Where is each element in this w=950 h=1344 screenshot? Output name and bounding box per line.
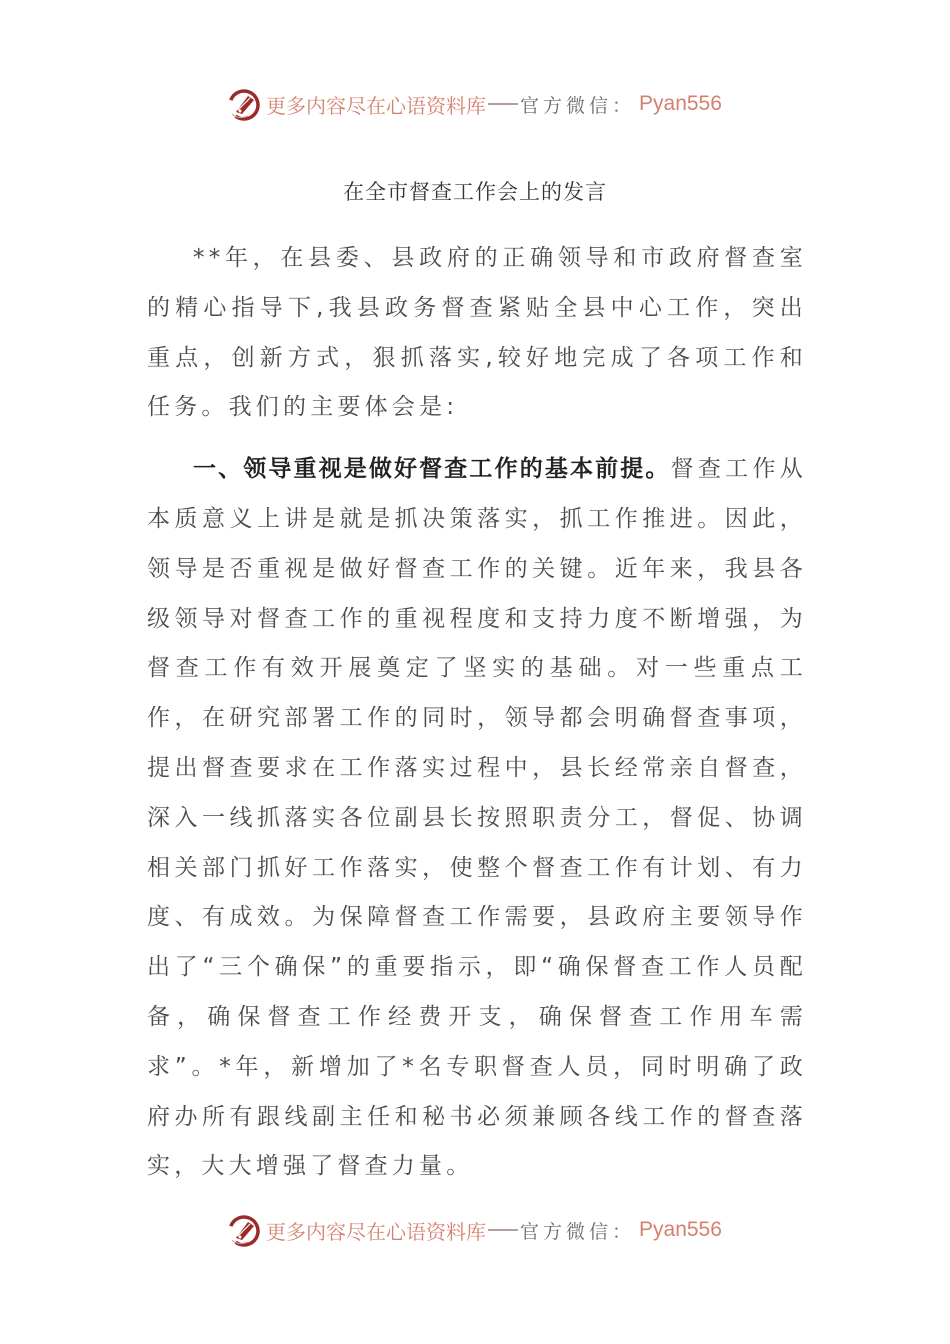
paragraph-text: 督查工作从本质意义上讲是就是抓决策落实，抓工作推进。因此，领导是否重视是做好督查工作的关键。近年来，我县各级领导对督查工作的重视程度和支持力度不断增强，为督查工作有效开展奠定了坚实的基础。对一些重点工作，在研究部署工作的同时，领导都会明确督查事项，提出督查要求在工作落实过程中，县长经常亲自督查，深入一线抓落实各位副县长按照职责分工，督促、协调相关部门抓好工作落实，使整个督查工作有计划、有力度、有成效。为保障督查工作需要，县政府主要领导作出了“三个确保”的重要指示，即“确保督查工作人员配备，确保督查工作经费开支，确保督查工作用车需求”。*年，新增加了*名专职督查人员，同时明确了政府办所有跟线副主任和秘书必须兼顾各线工作的督查落实，大大增强了督查力量。 bbox=[147, 456, 808, 1180]
wechat-label: 官方微信： bbox=[520, 94, 636, 117]
document-title: 在全市督查工作会上的发言 bbox=[343, 180, 607, 204]
promo-text: 更多内容尽在心语资料库 bbox=[266, 1219, 486, 1244]
banner-dash bbox=[488, 103, 518, 105]
section-heading: 一、领导重视是做好督查工作的基本前提。 bbox=[193, 456, 671, 483]
wechat-label: 官方微信： bbox=[520, 1220, 636, 1243]
paragraph-intro bbox=[147, 234, 807, 433]
banner-dash bbox=[488, 1229, 518, 1231]
wechat-id: Pyan556 bbox=[639, 92, 722, 115]
footer-banner bbox=[226, 1210, 726, 1250]
header-banner bbox=[226, 84, 726, 124]
document-body bbox=[147, 234, 807, 1204]
wechat-id: Pyan556 bbox=[639, 1218, 722, 1241]
paragraph-text: **年，在县委、县政府的正确领导和市政府督查室的精心指导下,我县政务督查紧贴全县中心工作，突出重点，创新方式，狠抓落实,较好地完成了各项工作和任务。我们的主要体会是: bbox=[147, 245, 807, 421]
paragraph-section-1 bbox=[147, 445, 807, 1192]
promo-text: 更多内容尽在心语资料库 bbox=[266, 93, 486, 118]
pen-nib-logo-icon bbox=[226, 86, 262, 122]
pen-nib-logo-icon bbox=[226, 1212, 262, 1248]
